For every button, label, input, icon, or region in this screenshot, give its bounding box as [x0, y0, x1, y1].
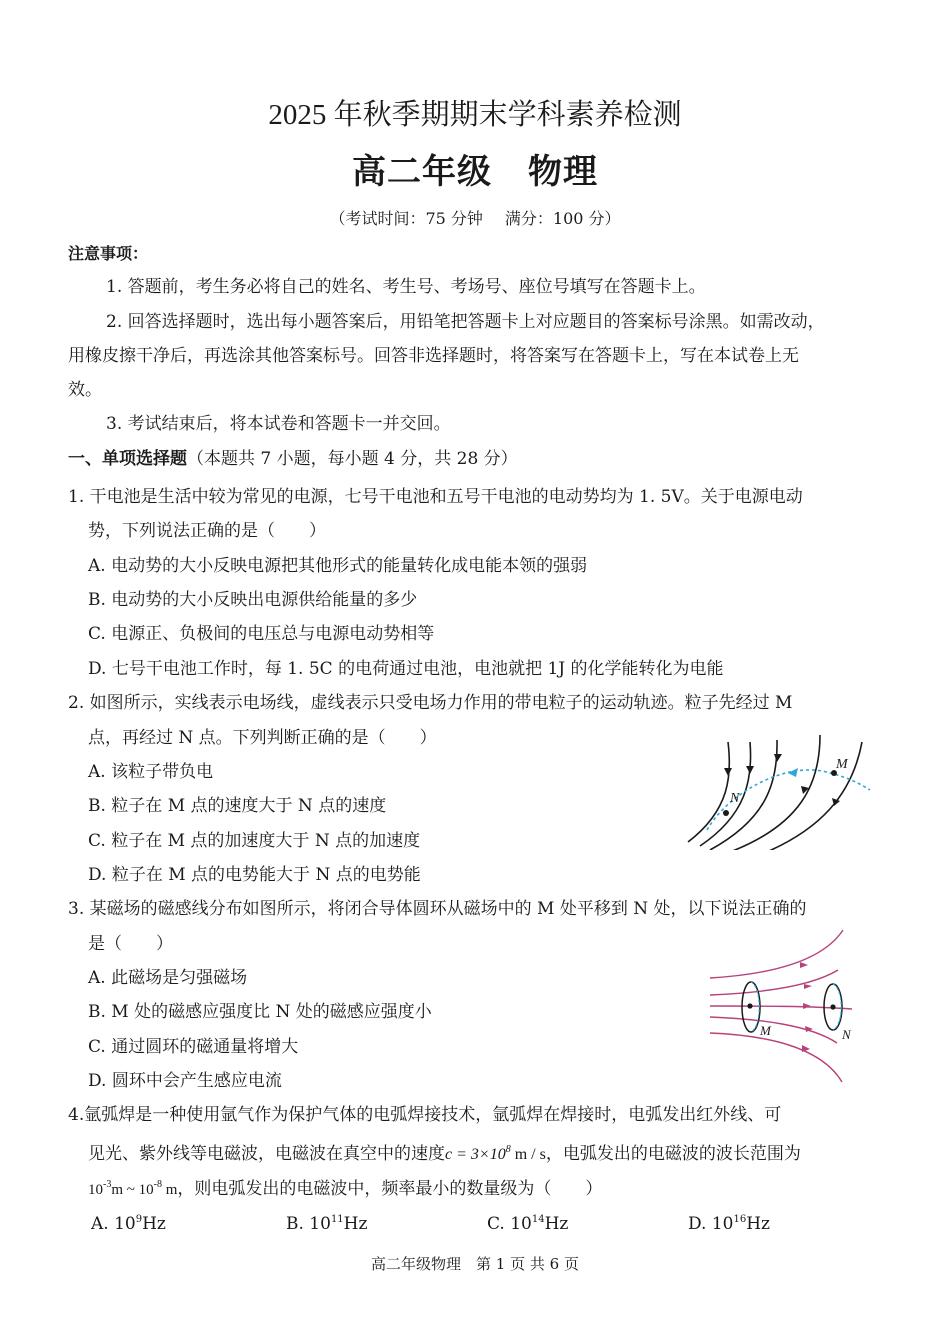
full-score: 满分：100 分）	[504, 209, 621, 228]
field-line	[710, 1033, 842, 1082]
q1-option-d: D. 七号干电池工作时，每 1. 5C 的电荷通过电池，电池就把 1J 的化学能转化为电能	[88, 659, 724, 679]
range-mid: m ~ 10	[111, 1182, 154, 1198]
q1-stem-line2: 势，下列说法正确的是（ ）	[88, 521, 326, 541]
field-line	[710, 930, 843, 978]
q1-stem-line1: 1. 干电池是生活中较为常见的电源，七号干电池和五号干电池的电动势均为 1. 5V。关于电源电动	[68, 487, 803, 507]
magnetic-field-figure	[700, 925, 870, 1090]
notice-item-3: 3. 考试结束后，将本试卷和答题卡一并交回。	[106, 414, 451, 434]
q2-option-d: D. 粒子在 M 点的电势能大于 N 点的电势能	[88, 865, 421, 885]
notice-item-2-end: 效。	[68, 380, 102, 400]
exam-title: 2025 年秋季期期末学科素养检测	[268, 99, 682, 131]
q1-option-a: A. 电动势的大小反映电源把其他形式的能量转化成电能本领的强弱	[88, 556, 588, 576]
q2-stem-line1: 2. 如图所示，实线表示电场线，虚线表示只受电场力作用的带电粒子的运动轨迹。粒子先经过 M	[68, 693, 793, 713]
q4-stem-line3	[88, 1175, 602, 1200]
q1-option-b: B. 电动势的大小反映出电源供给能量的多少	[88, 590, 418, 610]
speed-prefix: c = 3×10	[445, 1146, 506, 1163]
section-title: 一、单项选择题	[68, 449, 187, 469]
range-formula	[88, 1179, 178, 1198]
q4-option-a: A. $10^9Hz$	[91, 1214, 166, 1234]
section-heading	[68, 449, 518, 469]
speed-unit: m / s	[514, 1146, 546, 1163]
q4-stem-text-3: ，则电弧发出的电磁波中，频率最小的数量级为（ ）	[177, 1179, 603, 1199]
field-line	[710, 1017, 837, 1043]
notice-item-2: 2. 回答选择题时，选出每小题答案后，用铅笔把答题卡上对应题目的答案标号涂黑。如需改动，	[106, 312, 825, 332]
q3-option-c: C. 通过圆环的磁通量将增大	[88, 1037, 299, 1057]
q4-option-c: C. $10^{14}Hz$	[487, 1214, 569, 1234]
label-m: M	[836, 757, 848, 772]
range-unit: m	[165, 1182, 178, 1198]
speed-exp: 8	[505, 1144, 511, 1155]
q2-option-c: C. 粒子在 M 点的加速度大于 N 点的加速度	[88, 831, 421, 851]
grade-subject-title	[0, 144, 950, 193]
q4-stem-text-2: ，电弧发出的电磁波的波长范围为	[545, 1144, 801, 1164]
q4-stem-line2	[88, 1140, 801, 1165]
q4-stem-line1: 4.氩弧焊是一种使用氩气作为保护气体的电弧焊接技术，氩弧焊在焊接时，电弧发出红外线、可	[68, 1105, 782, 1125]
notice-item-2-cont: 用橡皮擦干净后，再选涂其他答案标号。回答非选择题时，将答案写在答题卡上，写在本试卷上无	[68, 346, 799, 366]
electric-field-figure	[670, 730, 890, 850]
q4-option-b: B. $10^{11}Hz$	[286, 1214, 368, 1234]
q3-stem-line1: 3. 某磁场的磁感线分布如图所示，将闭合导体圆环从磁场中的 M 处平移到 N 处，以下说法正确的	[68, 899, 807, 919]
notice-heading: 注意事项：	[68, 244, 149, 263]
point-n	[723, 810, 729, 816]
exam-time: （考试时间：75 分钟	[329, 209, 483, 228]
q4-option-d: D. $10^{16}Hz$	[688, 1214, 770, 1234]
range-a-exp: -3	[103, 1179, 112, 1190]
q2-stem-line2: 点，再经过 N 点。下列判断正确的是（ ）	[88, 728, 437, 748]
trajectory-arrow-icon	[788, 768, 798, 777]
label-n: N	[842, 1027, 851, 1042]
notice-item-1: 1. 答题前，考生务必将自己的姓名、考生号、考场号、座位号填写在答题卡上。	[106, 277, 706, 297]
label-m: M	[760, 1023, 771, 1038]
range-a: 10	[88, 1182, 103, 1198]
field-line	[730, 735, 820, 850]
range-b-exp: -8	[153, 1179, 162, 1190]
label-n: N	[730, 791, 740, 806]
field-line	[710, 970, 838, 995]
q1-option-c: C. 电源正、负极间的电压总与电源电动势相等	[88, 624, 435, 644]
q4-stem-text: 见光、紫外线等电磁波，电磁波在真空中的速度	[88, 1144, 445, 1164]
q2-option-b: B. 粒子在 M 点的速度大于 N 点的速度	[88, 796, 387, 816]
exam-info	[0, 206, 950, 229]
q3-stem-line2: 是（ ）	[88, 934, 173, 954]
q2-option-a: A. 该粒子带负电	[88, 762, 214, 782]
page-footer: 高二年级物理 第 1 页 共 6 页	[371, 1255, 579, 1273]
q3-option-b: B. M 处的磁感应强度比 N 处的磁感应强度小	[88, 1002, 432, 1022]
subject-label: 物理	[528, 152, 598, 192]
q3-option-d: D. 圆环中会产生感应电流	[88, 1071, 282, 1091]
grade-label: 高二年级	[352, 152, 492, 192]
speed-formula	[445, 1146, 546, 1163]
q3-option-a: A. 此磁场是匀强磁场	[88, 968, 248, 988]
section-note: （本题共 7 小题，每小题 4 分，共 28 分）	[187, 449, 518, 469]
